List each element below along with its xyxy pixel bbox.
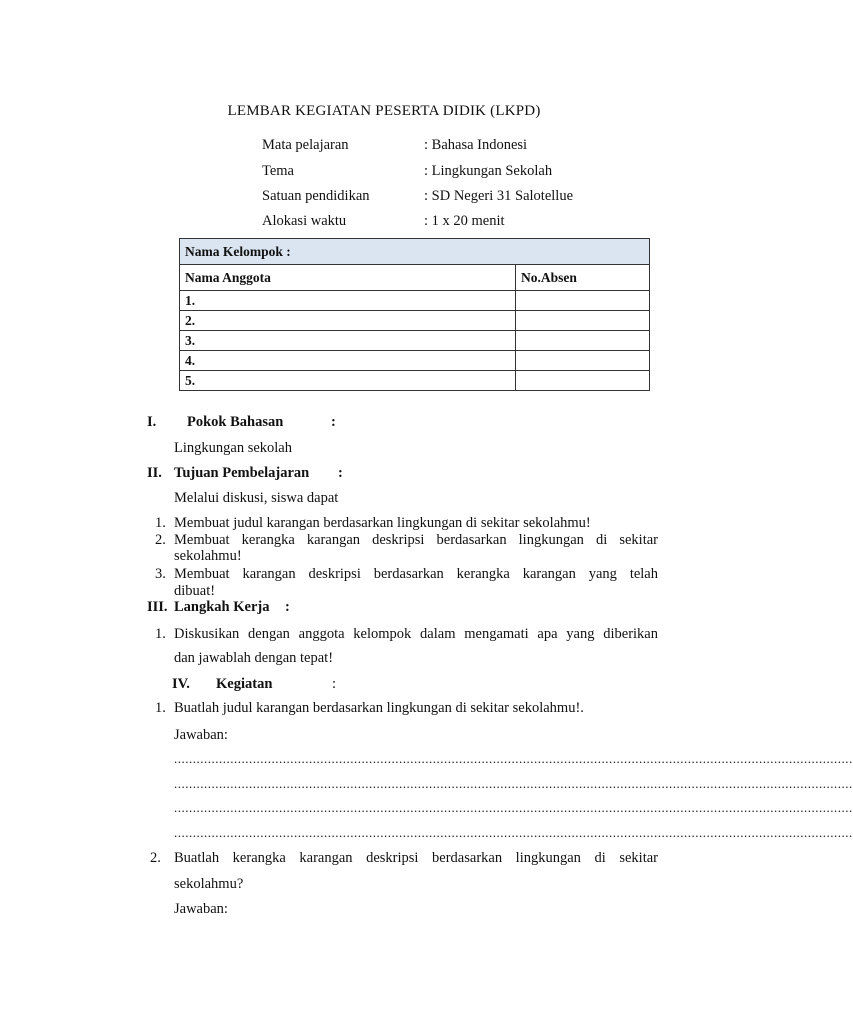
section-2-heading: Tujuan Pembelajaran <box>174 465 310 481</box>
question-2-text: Buatlah kerangka karangan deskripsi berdasarkan lingkungan di sekitar <box>174 850 658 866</box>
table-row <box>180 351 650 371</box>
member-number: 3. <box>180 331 516 351</box>
table-row <box>180 291 650 311</box>
info-value-school: : SD Negeri 31 Salotellue <box>424 188 574 204</box>
section-4-number: IV. <box>172 676 190 692</box>
info-value-theme: : Lingkungan Sekolah <box>424 163 553 179</box>
answer-1-label: Jawaban: <box>174 727 228 743</box>
info-label-subject: Mata pelajaran <box>262 137 349 153</box>
member-number: 5. <box>180 371 516 391</box>
section-1-number: I. <box>147 414 157 430</box>
table-row <box>180 371 650 391</box>
info-label-school: Satuan pendidikan <box>262 188 370 204</box>
section-4-heading: Kegiatan <box>216 676 273 692</box>
question-1-number: 1. <box>155 700 166 716</box>
goal-3-text-cont: dibuat! <box>174 583 216 599</box>
group-table <box>179 238 650 391</box>
step-1-text-cont: dan jawablah dengan tepat! <box>174 650 334 666</box>
section-2-number: II. <box>147 465 162 481</box>
section-1-colon: : <box>331 414 336 430</box>
section-1-heading: Pokok Bahasan <box>187 414 284 430</box>
question-2-number: 2. <box>150 850 161 866</box>
absen-cell <box>516 351 650 371</box>
group-name-header: Nama Kelompok : <box>180 239 650 265</box>
answer-line[interactable]: ..................................................................................................................................................................................... <box>174 800 853 815</box>
info-value-time: : 1 x 20 menit <box>424 213 505 229</box>
goal-2-number: 2. <box>155 532 166 548</box>
section-3-number: III. <box>147 599 168 615</box>
table-row <box>180 311 650 331</box>
section-1-text: Lingkungan sekolah <box>174 440 292 456</box>
absen-cell <box>516 331 650 351</box>
goal-3-number: 3. <box>155 566 166 582</box>
section-2-intro: Melalui diskusi, siswa dapat <box>174 490 339 506</box>
goal-2-text: Membuat kerangka karangan deskripsi berdasarkan lingkungan di sekitar <box>174 532 658 548</box>
answer-2-label: Jawaban: <box>174 901 228 917</box>
info-label-time: Alokasi waktu <box>262 213 347 229</box>
goal-2-text-cont: sekolahmu! <box>174 548 242 564</box>
info-value-subject: : Bahasa Indonesi <box>424 137 528 153</box>
column-header-name: Nama Anggota <box>180 265 516 291</box>
answer-line[interactable]: ..................................................................................................................................................................................... <box>174 751 853 766</box>
info-label-theme: Tema <box>262 163 294 179</box>
member-number: 4. <box>180 351 516 371</box>
section-2-colon: : <box>338 465 343 481</box>
step-1-number: 1. <box>155 626 166 642</box>
member-number: 1. <box>180 291 516 311</box>
page-title: LEMBAR KEGIATAN PESERTA DIDIK (LKPD) <box>227 103 541 119</box>
question-1-text: Buatlah judul karangan berdasarkan lingkungan di sekitar sekolahmu!. <box>174 700 584 716</box>
section-3-heading: Langkah Kerja <box>174 599 270 615</box>
table-row <box>180 331 650 351</box>
absen-cell <box>516 311 650 331</box>
answer-line[interactable]: ..................................................................................................................................................................................... <box>174 776 853 791</box>
answer-line[interactable]: ..................................................................................................................................................................................... <box>174 825 853 840</box>
step-1-text: Diskusikan dengan anggota kelompok dalam mengamati apa yang diberikan <box>174 626 658 642</box>
section-3-colon: : <box>285 599 290 615</box>
section-4-colon: : <box>332 676 337 692</box>
goal-1-text: Membuat judul karangan berdasarkan lingkungan di sekitar sekolahmu! <box>174 515 591 531</box>
question-2-text-cont: sekolahmu? <box>174 876 244 892</box>
member-number: 2. <box>180 311 516 331</box>
absen-cell <box>516 291 650 311</box>
column-header-absen: No.Absen <box>516 265 650 291</box>
absen-cell <box>516 371 650 391</box>
goal-3-text: Membuat karangan deskripsi berdasarkan kerangka karangan yang telah <box>174 566 658 582</box>
goal-1-number: 1. <box>155 515 166 531</box>
